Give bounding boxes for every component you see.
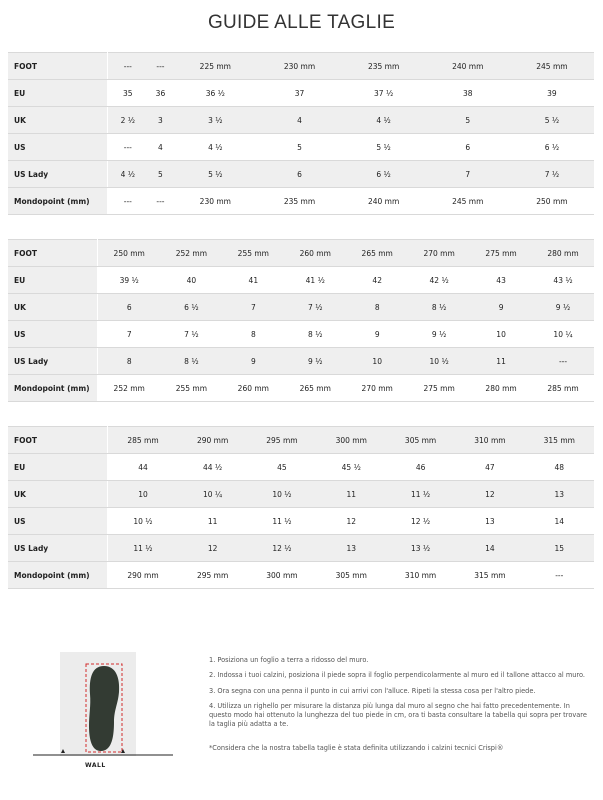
- table-cell: 8 ½: [408, 294, 470, 321]
- table-cell: 270 mm: [346, 375, 408, 402]
- row-label: US Lady: [8, 535, 108, 562]
- table-cell: 310 mm: [386, 562, 455, 589]
- table-cell: ---: [108, 53, 148, 80]
- table-cell: 15: [525, 535, 594, 562]
- table-cell: 5 ½: [510, 107, 594, 134]
- table-cell: 7 ½: [284, 294, 346, 321]
- table-row: [8, 80, 594, 107]
- instructions: [209, 656, 594, 759]
- size-table-3: [8, 426, 594, 589]
- table-cell: 9: [222, 348, 284, 375]
- size-table-1: [8, 52, 594, 215]
- row-label: US: [8, 134, 108, 161]
- table-cell: 10 ½: [408, 348, 470, 375]
- table-cell: 14: [455, 535, 524, 562]
- table-row: [8, 535, 594, 562]
- table-cell: 3 ½: [173, 107, 257, 134]
- table-cell: ---: [532, 348, 594, 375]
- table-cell: 13 ½: [386, 535, 455, 562]
- table-cell: 275 mm: [470, 240, 532, 267]
- table-cell: 230 mm: [173, 188, 257, 215]
- table-cell: 12 ½: [386, 508, 455, 535]
- table-cell: 235 mm: [342, 53, 426, 80]
- table-cell: 280 mm: [532, 240, 594, 267]
- table-cell: 7: [426, 161, 510, 188]
- table-cell: 10 ¼: [532, 321, 594, 348]
- table-cell: 5 ½: [342, 134, 426, 161]
- table-row: [8, 161, 594, 188]
- table-cell: 9: [470, 294, 532, 321]
- table-cell: 35: [108, 80, 148, 107]
- table-cell: 252 mm: [98, 375, 161, 402]
- table-cell: 285 mm: [108, 427, 178, 454]
- row-label: UK: [8, 294, 98, 321]
- table-cell: 260 mm: [222, 375, 284, 402]
- table-cell: 245 mm: [426, 188, 510, 215]
- table-cell: 235 mm: [257, 188, 341, 215]
- table-cell: 252 mm: [160, 240, 222, 267]
- table-cell: ---: [525, 562, 594, 589]
- table-cell: 41 ½: [284, 267, 346, 294]
- table-row: [8, 267, 594, 294]
- table-cell: 48: [525, 454, 594, 481]
- table-cell: 4: [257, 107, 341, 134]
- table-cell: 265 mm: [284, 375, 346, 402]
- table-cell: 10 ½: [108, 508, 178, 535]
- instruction-step-1: 1. Posiziona un foglio a terra a ridosso del muro.: [209, 656, 369, 664]
- table-cell: 315 mm: [455, 562, 524, 589]
- table-cell: 10: [108, 481, 178, 508]
- row-label: US: [8, 508, 108, 535]
- row-label: UK: [8, 481, 108, 508]
- table-cell: 300 mm: [247, 562, 316, 589]
- table-cell: ---: [108, 188, 148, 215]
- row-label: Mondopoint (mm): [8, 188, 108, 215]
- row-label: US Lady: [8, 348, 98, 375]
- table-cell: 11: [178, 508, 247, 535]
- table-cell: 7 ½: [160, 321, 222, 348]
- table-cell: ---: [108, 134, 148, 161]
- table-cell: 11 ½: [247, 508, 316, 535]
- table-cell: 8 ½: [284, 321, 346, 348]
- size-table-2: [8, 239, 594, 402]
- table-cell: 5: [257, 134, 341, 161]
- row-label: UK: [8, 107, 108, 134]
- instruction-step-3: 3. Ora segna con una penna il punto in cui arrivi con l'alluce. Ripeti la stessa cosa per l'altro piede.: [209, 686, 536, 695]
- table-cell: 45: [247, 454, 316, 481]
- table-cell: 250 mm: [98, 240, 161, 267]
- instruction-step-4: 4. Utilizza un righello per misurare la distanza più lunga dal muro al segno che hai fatto precedentemente. In questo modo hai ottenuto la lunghezza del tuo piede in cm, ora ti basta consultare la tabella qui sopra per trovare la taglia più adatta a te.: [209, 701, 587, 729]
- table-cell: 6: [257, 161, 341, 188]
- footnote: *Considera che la nostra tabella taglie è stata definita utilizzando i calzini tecnici Crispi®: [209, 743, 504, 752]
- table-cell: 39: [510, 80, 594, 107]
- table-cell: 8: [222, 321, 284, 348]
- table-row: [8, 454, 594, 481]
- row-label: EU: [8, 80, 108, 107]
- table-cell: 44: [108, 454, 178, 481]
- table-row: [8, 134, 594, 161]
- row-label: Mondopoint (mm): [8, 562, 108, 589]
- table-row: [8, 240, 594, 267]
- page-title: GUIDE ALLE TAGLIE: [207, 12, 396, 33]
- table-cell: 300 mm: [317, 427, 386, 454]
- table-row: [8, 427, 594, 454]
- instruction-step-2: 2. Indossa i tuoi calzini, posiziona il piede sopra il foglio perpendicolarmente al muro ed il tallone attacco al muro.: [209, 671, 586, 680]
- foot-measure-illustration: [60, 652, 136, 756]
- table-cell: 47: [455, 454, 524, 481]
- table-cell: 5 ½: [173, 161, 257, 188]
- table-cell: 13: [525, 481, 594, 508]
- table-cell: 12: [455, 481, 524, 508]
- table-cell: 13: [317, 535, 386, 562]
- table-cell: 240 mm: [342, 188, 426, 215]
- table-cell: 5: [148, 161, 174, 188]
- table-cell: 6 ½: [510, 134, 594, 161]
- table-cell: 280 mm: [470, 375, 532, 402]
- table-cell: 14: [525, 508, 594, 535]
- table-cell: 11: [470, 348, 532, 375]
- table-cell: 8 ½: [160, 348, 222, 375]
- table-cell: 11: [317, 481, 386, 508]
- row-label: EU: [8, 267, 98, 294]
- wall-label: WALL: [85, 762, 106, 769]
- row-label: US: [8, 321, 98, 348]
- table-cell: 310 mm: [455, 427, 524, 454]
- table-cell: 270 mm: [408, 240, 470, 267]
- table-cell: ---: [148, 188, 174, 215]
- table-cell: 8: [98, 348, 161, 375]
- table-cell: 9 ½: [284, 348, 346, 375]
- table-cell: 285 mm: [532, 375, 594, 402]
- table-cell: 295 mm: [247, 427, 316, 454]
- table-cell: 10 ¼: [178, 481, 247, 508]
- table-cell: 40: [160, 267, 222, 294]
- table-cell: ---: [148, 53, 174, 80]
- table-cell: 12: [178, 535, 247, 562]
- table-cell: 7 ½: [510, 161, 594, 188]
- table-cell: 240 mm: [426, 53, 510, 80]
- table-cell: 4 ½: [173, 134, 257, 161]
- table-cell: 10: [346, 348, 408, 375]
- table-cell: 4: [148, 134, 174, 161]
- table-row: [8, 321, 594, 348]
- table-cell: 43: [470, 267, 532, 294]
- table-cell: 255 mm: [222, 240, 284, 267]
- table-cell: 6: [426, 134, 510, 161]
- table-cell: 295 mm: [178, 562, 247, 589]
- row-label: FOOT: [8, 240, 98, 267]
- table-cell: 275 mm: [408, 375, 470, 402]
- table-cell: 6 ½: [342, 161, 426, 188]
- table-row: [8, 508, 594, 535]
- table-cell: 41: [222, 267, 284, 294]
- row-label: Mondopoint (mm): [8, 375, 98, 402]
- table-cell: 3: [148, 107, 174, 134]
- table-cell: 4 ½: [108, 161, 148, 188]
- table-cell: 10: [470, 321, 532, 348]
- table-cell: 42: [346, 267, 408, 294]
- table-cell: 225 mm: [173, 53, 257, 80]
- table-cell: 5: [426, 107, 510, 134]
- table-cell: 305 mm: [317, 562, 386, 589]
- table-cell: 37: [257, 80, 341, 107]
- row-label: FOOT: [8, 53, 108, 80]
- table-cell: 37 ½: [342, 80, 426, 107]
- table-cell: 290 mm: [108, 562, 178, 589]
- table-row: [8, 375, 594, 402]
- table-cell: 43 ½: [532, 267, 594, 294]
- table-cell: 38: [426, 80, 510, 107]
- table-row: [8, 348, 594, 375]
- table-cell: 11 ½: [108, 535, 178, 562]
- table-cell: 255 mm: [160, 375, 222, 402]
- table-cell: 12 ½: [247, 535, 316, 562]
- table-cell: 11 ½: [386, 481, 455, 508]
- row-label: US Lady: [8, 161, 108, 188]
- table-cell: 12: [317, 508, 386, 535]
- table-cell: 265 mm: [346, 240, 408, 267]
- table-cell: 6: [98, 294, 161, 321]
- table-cell: 10 ½: [247, 481, 316, 508]
- table-cell: 6 ½: [160, 294, 222, 321]
- row-label: FOOT: [8, 427, 108, 454]
- table-cell: 250 mm: [510, 188, 594, 215]
- table-cell: 42 ½: [408, 267, 470, 294]
- table-row: [8, 188, 594, 215]
- table-row: [8, 562, 594, 589]
- table-cell: 4 ½: [342, 107, 426, 134]
- foot-icon: [60, 652, 136, 756]
- table-cell: 7: [98, 321, 161, 348]
- table-cell: 290 mm: [178, 427, 247, 454]
- table-cell: 45 ½: [317, 454, 386, 481]
- table-cell: 230 mm: [257, 53, 341, 80]
- table-row: [8, 53, 594, 80]
- table-cell: 9 ½: [532, 294, 594, 321]
- table-cell: 9: [346, 321, 408, 348]
- table-cell: 2 ½: [108, 107, 148, 134]
- table-cell: 7: [222, 294, 284, 321]
- table-cell: 315 mm: [525, 427, 594, 454]
- row-label: EU: [8, 454, 108, 481]
- table-cell: 305 mm: [386, 427, 455, 454]
- table-cell: 36: [148, 80, 174, 107]
- table-cell: 46: [386, 454, 455, 481]
- table-row: [8, 107, 594, 134]
- table-cell: 9 ½: [408, 321, 470, 348]
- table-cell: 13: [455, 508, 524, 535]
- table-cell: 36 ½: [173, 80, 257, 107]
- table-row: [8, 481, 594, 508]
- table-row: [8, 294, 594, 321]
- table-cell: 8: [346, 294, 408, 321]
- table-cell: 44 ½: [178, 454, 247, 481]
- table-cell: 260 mm: [284, 240, 346, 267]
- table-cell: 245 mm: [510, 53, 594, 80]
- wall-line: [33, 748, 173, 762]
- table-cell: 39 ½: [98, 267, 161, 294]
